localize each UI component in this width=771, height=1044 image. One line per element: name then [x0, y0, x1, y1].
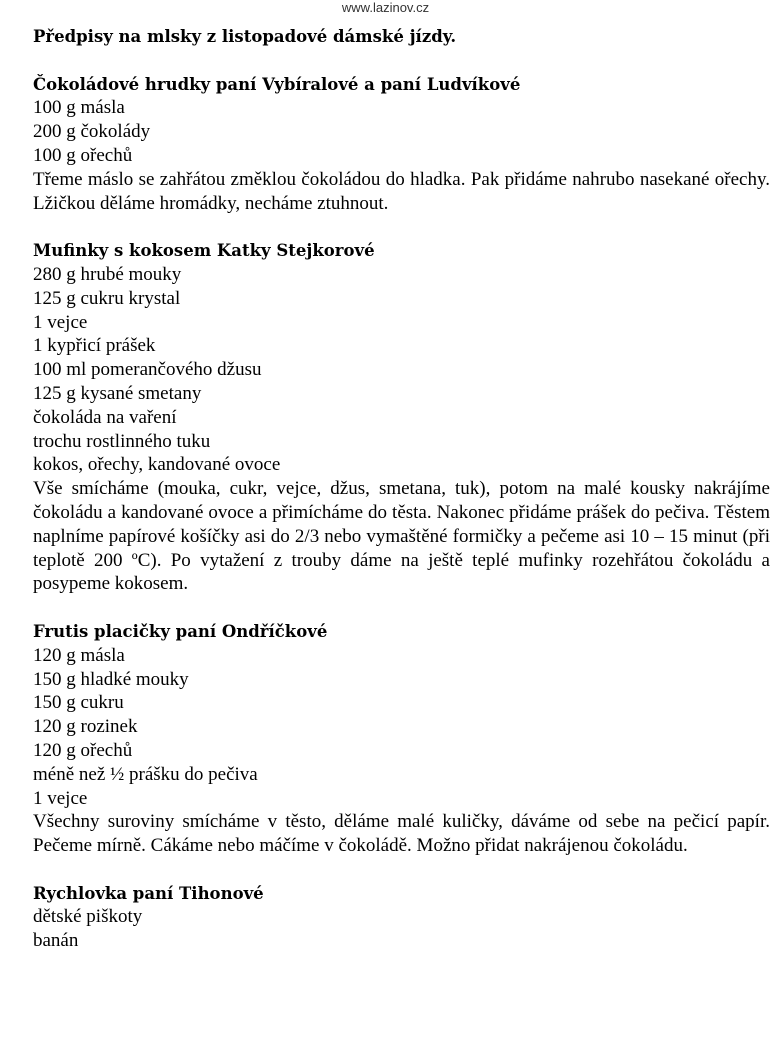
document-body	[33, 25, 770, 977]
ingredient: 150 g cukru	[33, 692, 124, 714]
ingredient: 150 g hladké mouky	[33, 668, 189, 690]
site-header: www.lazinov.cz	[341, 0, 430, 15]
recipe-title: Mufinky s kokosem Katky Stejkorové	[33, 241, 375, 261]
ingredient: 1 vejce	[33, 311, 88, 333]
recipe	[33, 882, 770, 953]
ingredient: méně než ½ prášku do pečiva	[33, 763, 258, 785]
recipe-instructions: Třeme máslo se zahřátou změklou čokoládou do hladka. Pak přidáme nahrubo nasekané ořechy. Lžičkou děláme hromádky, necháme ztuhnout.	[33, 168, 770, 214]
recipe-title: Čokoládové hrudky paní Vybíralové a paní Ludvíkové	[33, 74, 521, 94]
ingredient: dětské piškoty	[33, 906, 143, 928]
ingredient: banán	[33, 930, 79, 952]
recipe-title: Rychlovka paní Tihonové	[33, 883, 264, 903]
ingredient: trochu rostlinného tuku	[33, 430, 211, 452]
ingredient: 100 g másla	[33, 97, 125, 119]
ingredient: 1 vejce	[33, 787, 88, 809]
ingredient: 200 g čokolády	[33, 121, 151, 143]
recipe-title: Frutis placičky paní Ondříčkové	[33, 621, 328, 641]
recipe	[33, 73, 770, 216]
recipe	[33, 620, 770, 858]
ingredient: čokoláda na vaření	[33, 406, 177, 428]
recipe	[33, 239, 770, 596]
ingredient: 125 g kysané smetany	[33, 382, 202, 404]
ingredient: 100 ml pomerančového džusu	[33, 359, 262, 381]
recipe-instructions: Všechny suroviny smícháme v těsto, děláme malé kuličky, dáváme od sebe na pečicí papír. Pečeme mírně. Cákáme nebo máčíme v čokoládě. Možno přidat nakrájenou čokoládu.	[33, 811, 770, 857]
ingredient: 125 g cukru krystal	[33, 287, 181, 309]
recipe-instructions: Vše smícháme (mouka, cukr, vejce, džus, smetana, tuk), potom na malé kousky nakrájíme čokoládu a kandované ovoce a přimícháme do těsta. Nakonec přidáme prášek do pečiva. Těstem naplníme papírové košíčky asi do 2/3 nebo vymaštěné formičky a pečeme asi 10 – 15 minut (při teplotě 200 ºC). Po vytažení z trouby dáme na ještě teplé mufinky rozehřátou čokoládu a posypeme kokosem.	[33, 478, 770, 595]
ingredient: 1 kypřicí prášek	[33, 335, 156, 357]
ingredient: 120 g rozinek	[33, 716, 138, 738]
ingredient: kokos, ořechy, kandované ovoce	[33, 454, 281, 476]
ingredient: 120 g másla	[33, 644, 125, 666]
ingredient: 120 g ořechů	[33, 739, 133, 761]
ingredient: 280 g hrubé mouky	[33, 263, 182, 285]
document-title: Předpisy na mlsky z listopadové dámské jízdy.	[33, 27, 457, 46]
ingredient: 100 g ořechů	[33, 144, 133, 166]
